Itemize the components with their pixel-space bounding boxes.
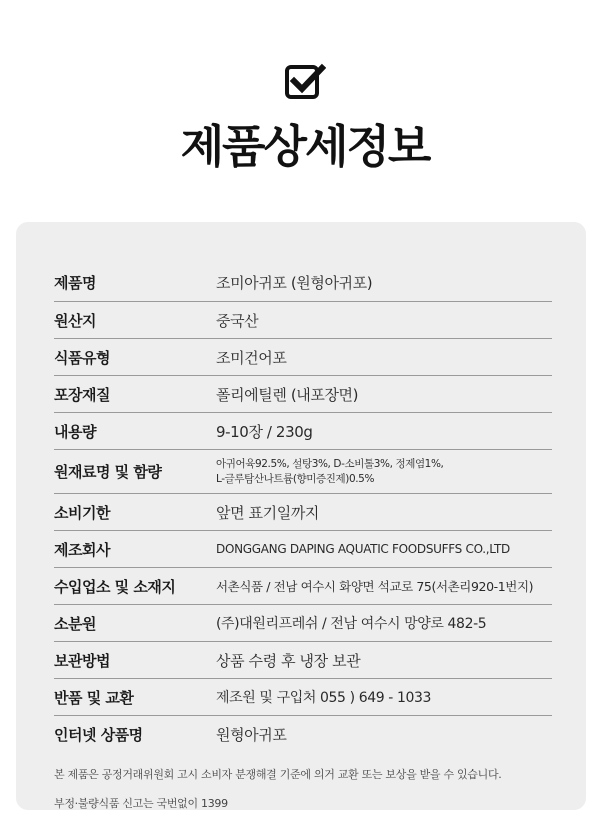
table-row [54,412,552,449]
footer-notice [54,760,564,818]
table-row [54,604,552,641]
row-value: 앞면 표기일까지 [216,503,319,522]
checkbox-checked-icon [284,62,326,102]
table-row [54,375,552,412]
row-value: DONGGANG DAPING AQUATIC FOODSUFFS CO.,LTD [216,542,510,556]
table-row [54,678,552,715]
row-label: 포장재질 [54,385,110,404]
row-label: 소비기한 [54,503,110,522]
row-label: 제품명 [54,274,96,292]
table-row [54,715,552,752]
row-label: 원재료명 및 함량 [54,463,162,481]
row-value: 상품 수령 후 냉장 보관 [216,651,361,670]
table-row [54,301,552,338]
row-label: 제조회사 [54,540,110,559]
product-info-table [54,264,552,752]
row-value-line: L-글루탐산나트륨(향미증진제)0.5% [216,472,375,485]
row-value-line: 아귀어육92.5%, 설탕3%, D-소비톨3%, 정제염1%, [216,457,444,470]
row-label: 반품 및 교환 [54,688,134,707]
table-row [54,449,552,493]
row-value: 조미건어포 [216,348,287,367]
row-label: 원산지 [54,311,96,330]
row-value: 원형아귀포 [216,725,287,744]
table-row [54,338,552,375]
row-value [216,457,552,487]
table-row [54,567,552,604]
table-row [54,530,552,567]
report-hotline-text: 부정·불량식품 신고는 국번없이 1399 [54,797,228,810]
row-value: (주)대원리프레쉬 / 전남 여수시 망양로 482-5 [216,616,487,632]
row-value: 폴리에틸렌 (내포장면) [216,385,359,404]
table-row [54,641,552,678]
row-label: 내용량 [54,422,96,441]
row-value: 조미아귀포 (원형아귀포) [216,274,373,292]
row-label: 인터넷 상품명 [54,725,143,744]
row-label: 보관방법 [54,651,110,670]
row-label: 수입업소 및 소재지 [54,577,176,596]
row-value: 서촌식품 / 전남 여수시 화양면 석교로 75(서촌리920-1번지) [216,579,534,594]
row-value: 제조원 및 구입처 055 ) 649 - 1033 [216,690,432,706]
page-title: 제품상세정보 [180,120,430,173]
row-label: 소분원 [54,614,96,633]
row-value: 중국산 [216,311,259,330]
row-value: 9-10장 / 230g [216,422,313,441]
row-label: 식품유형 [54,348,110,367]
table-row [54,493,552,530]
table-row [54,264,552,301]
exchange-policy-text: 본 제품은 공정거래위원회 고시 소비자 분쟁해결 기준에 의거 교환 또는 보상을 받을 수 있습니다. [54,768,502,781]
